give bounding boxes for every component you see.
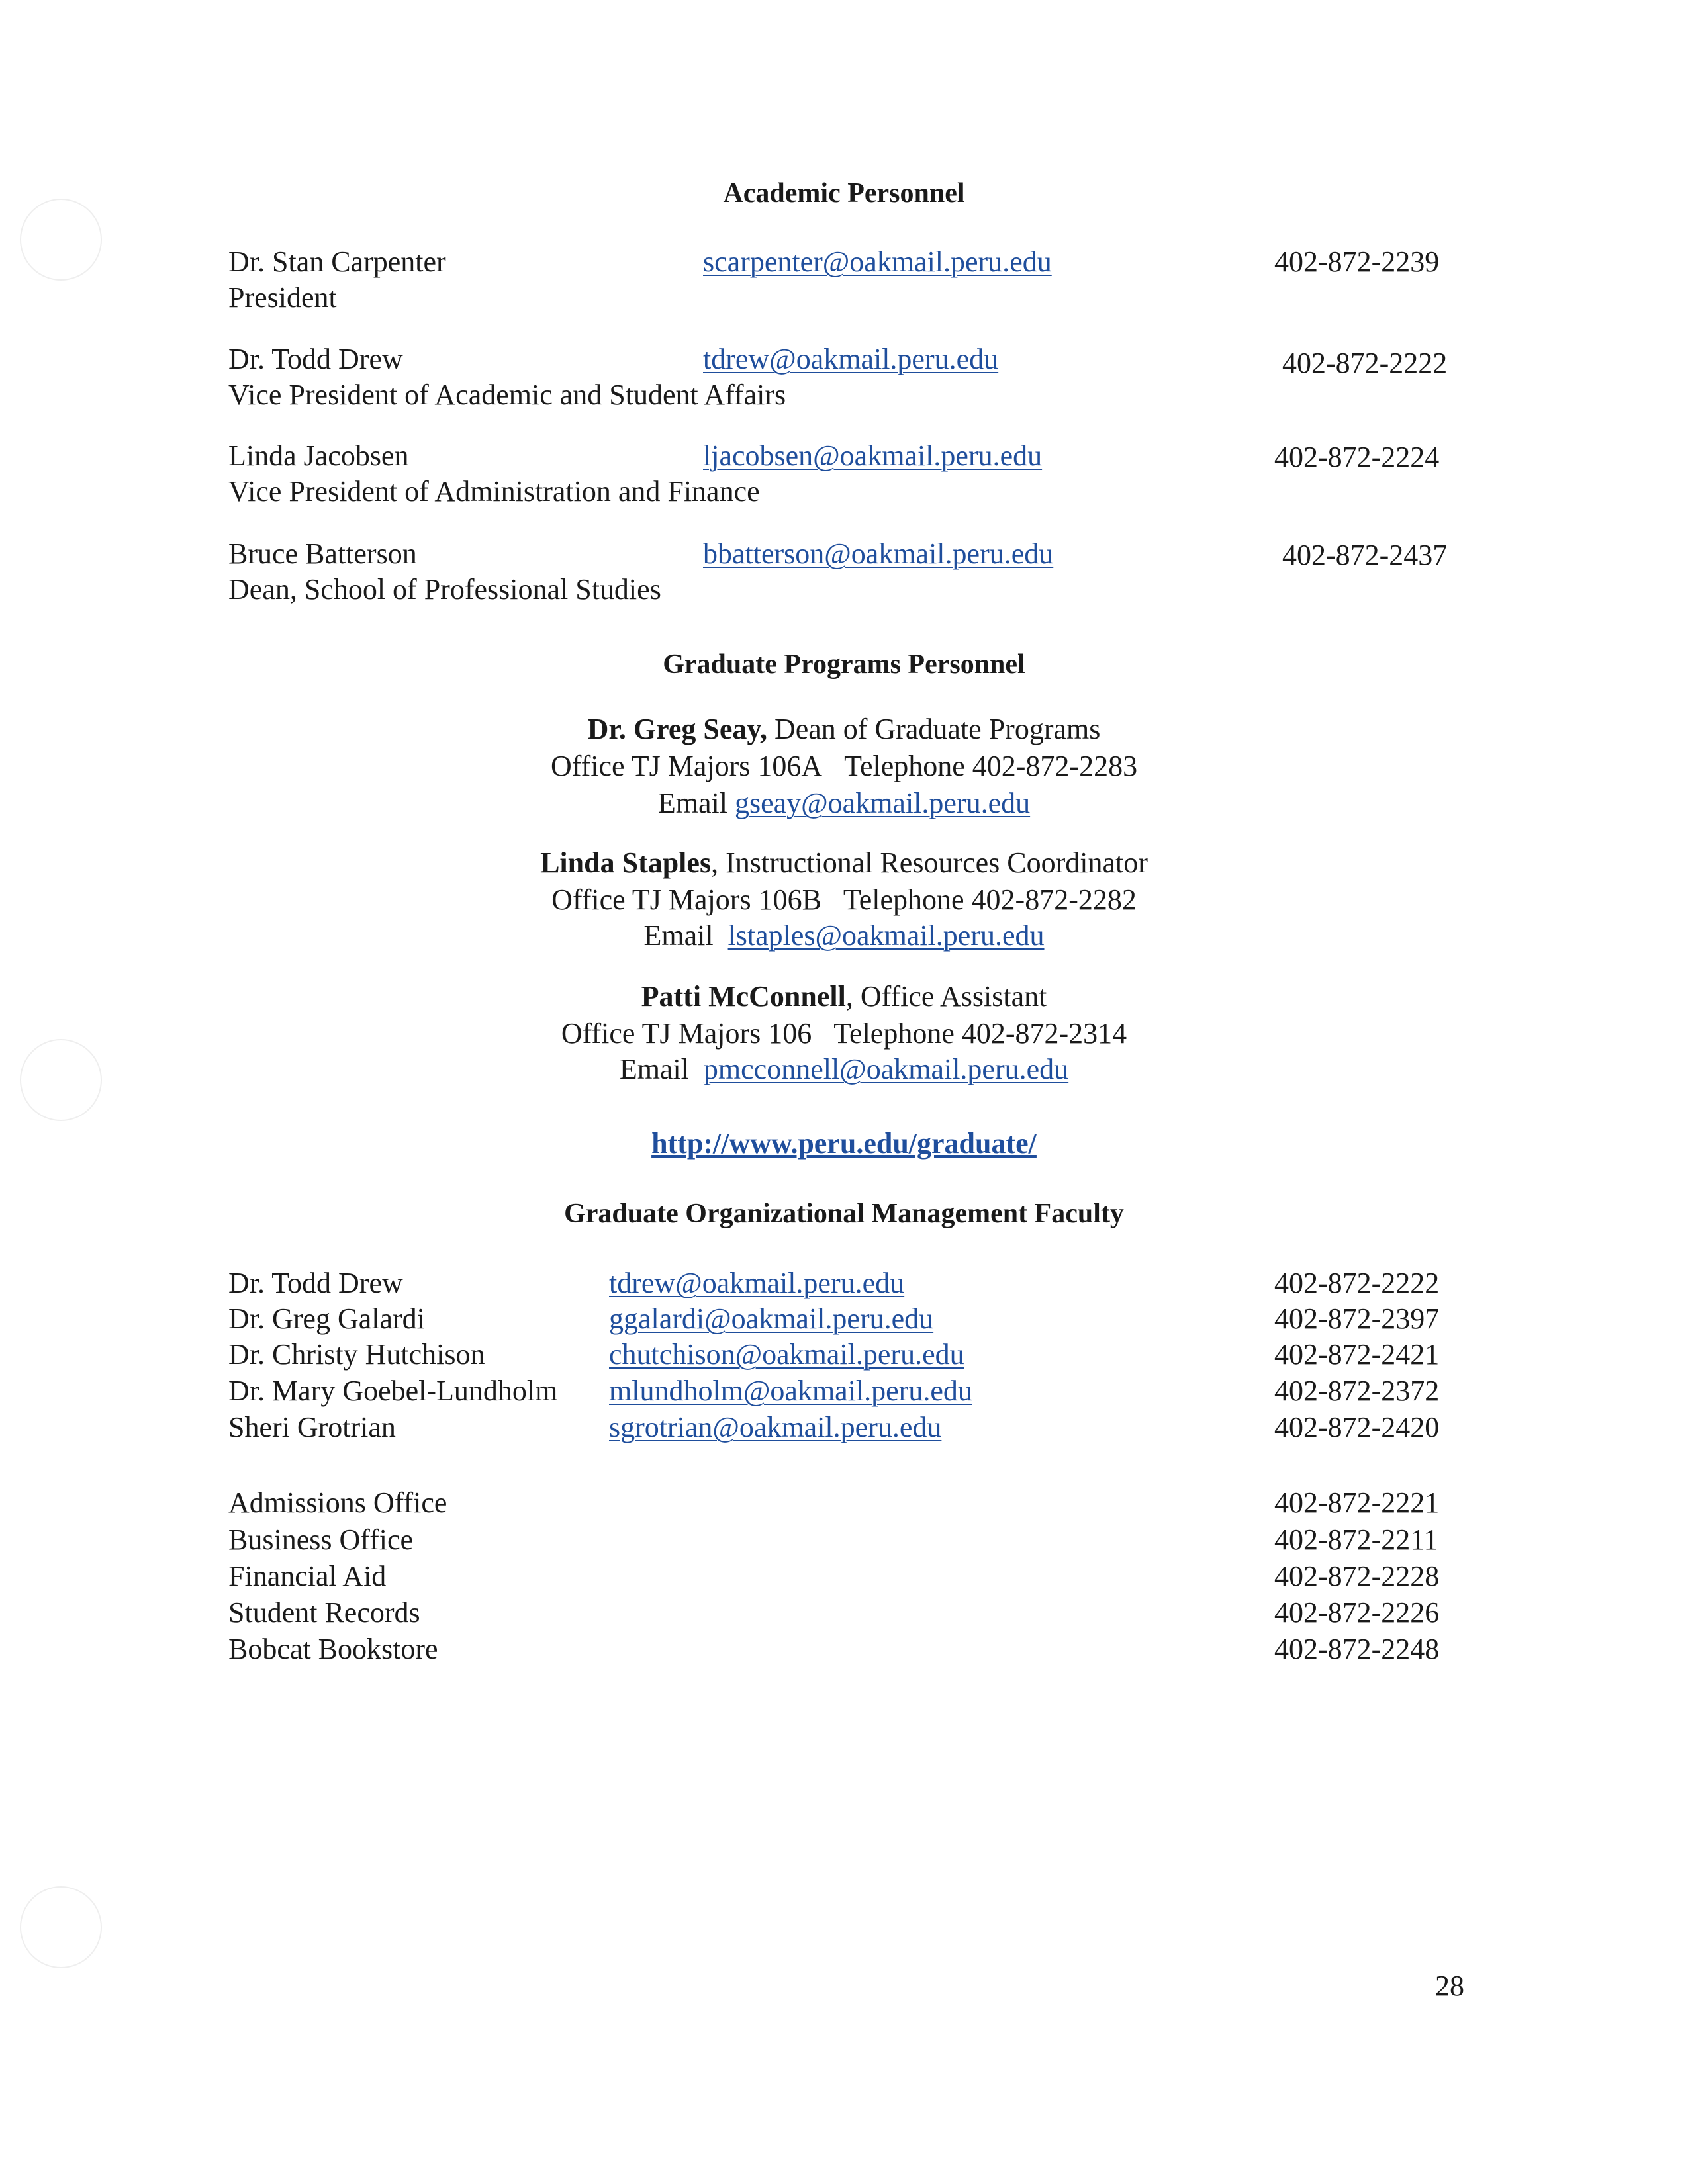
office-name: Financial Aid [228,1560,387,1592]
graduate-person-office-line [0,748,1688,785]
office-phone: 402-872-2248 [1274,1633,1440,1665]
graduate-person-office: Office TJ Majors 106B [551,884,821,916]
graduate-person-name: Linda Staples [540,846,712,879]
graduate-person-name-line [0,978,1688,1015]
graduate-person-email-link[interactable]: gseay@oakmail.peru.edu [734,787,1031,819]
faculty-name: Dr. Todd Drew [228,1267,403,1299]
graduate-person-email-line [0,1051,1688,1088]
academic-personnel-heading: Academic Personnel [723,178,965,208]
graduate-person-telephone: Telephone 402-872-2282 [843,884,1137,916]
email-label: Email [643,919,714,952]
academic-person-name: Bruce Batterson [228,537,417,570]
email-label: Email [657,787,727,819]
graduate-person-role: , Instructional Resources Coordinator [711,846,1148,879]
office-name: Student Records [228,1596,420,1629]
hole-punch-mark [20,199,102,281]
graduate-person-office-line [0,1015,1688,1052]
graduate-person-telephone: Telephone 402-872-2314 [833,1017,1127,1050]
office-phone: 402-872-2228 [1274,1560,1440,1592]
graduate-person-email-line [0,785,1688,822]
faculty-phone: 402-872-2222 [1274,1267,1440,1299]
faculty-email-link[interactable]: chutchison@oakmail.peru.edu [609,1338,964,1371]
graduate-person-email-link[interactable]: pmcconnell@oakmail.peru.edu [703,1053,1069,1085]
graduate-person-telephone: Telephone 402-872-2283 [844,750,1138,782]
office-phone: 402-872-2211 [1274,1524,1438,1556]
academic-person-title: Dean, School of Professional Studies [228,573,661,606]
faculty-phone: 402-872-2397 [1274,1302,1440,1335]
academic-person-name: Linda Jacobsen [228,439,409,472]
faculty-phone: 402-872-2421 [1274,1338,1440,1371]
academic-person-email-link[interactable]: ljacobsen@oakmail.peru.edu [703,439,1043,472]
academic-person-phone: 402-872-2224 [1274,441,1440,473]
academic-person-title: Vice President of Academic and Student Affairs [228,379,786,411]
graduate-person-office: Office TJ Majors 106 [561,1017,812,1050]
faculty-name: Dr. Mary Goebel-Lundholm [228,1375,558,1407]
faculty-email-link[interactable]: ggalardi@oakmail.peru.edu [609,1302,934,1335]
faculty-phone: 402-872-2372 [1274,1375,1440,1407]
graduate-url-line [0,1125,1688,1162]
faculty-email-link[interactable]: sgrotrian@oakmail.peru.edu [609,1411,942,1443]
graduate-person-office-line [0,882,1688,919]
graduate-person-email-link[interactable]: lstaples@oakmail.peru.edu [727,919,1045,952]
academic-person-title: President [228,281,337,314]
graduate-person-name: Patti McConnell [641,980,846,1013]
page-number: 28 [1435,1970,1464,2002]
academic-person-title: Vice President of Administration and Finance [228,475,760,508]
faculty-email-link[interactable]: mlundholm@oakmail.peru.edu [609,1375,972,1407]
office-name: Business Office [228,1524,414,1556]
office-name: Bobcat Bookstore [228,1633,438,1665]
academic-person-name: Dr. Todd Drew [228,343,403,375]
faculty-name: Sheri Grotrian [228,1411,396,1443]
graduate-person-name: Dr. Greg Seay, [587,713,767,745]
graduate-website-link[interactable]: http://www.peru.edu/graduate/ [651,1127,1037,1160]
faculty-email-link[interactable]: tdrew@oakmail.peru.edu [609,1267,905,1299]
graduate-person-email-line [0,917,1688,954]
faculty-name: Dr. Greg Galardi [228,1302,425,1335]
hole-punch-mark [20,1886,102,1968]
academic-person-name: Dr. Stan Carpenter [228,246,446,278]
office-name: Admissions Office [228,1486,447,1519]
graduate-person-role: Dean of Graduate Programs [767,713,1101,745]
graduate-person-name-line [0,844,1688,882]
graduate-person-role: , Office Assistant [845,980,1047,1013]
office-phone: 402-872-2226 [1274,1596,1440,1629]
faculty-heading: Graduate Organizational Management Faculty [564,1199,1124,1229]
graduate-personnel-heading: Graduate Programs Personnel [663,649,1025,680]
academic-person-email-link[interactable]: scarpenter@oakmail.peru.edu [703,246,1052,278]
academic-person-email-link[interactable]: tdrew@oakmail.peru.edu [703,343,999,375]
academic-person-phone: 402-872-2239 [1274,246,1440,278]
email-label: Email [619,1053,689,1085]
faculty-name: Dr. Christy Hutchison [228,1338,485,1371]
academic-person-phone: 402-872-2437 [1282,539,1448,571]
academic-person-phone: 402-872-2222 [1282,347,1448,379]
faculty-phone: 402-872-2420 [1274,1411,1440,1443]
academic-person-email-link[interactable]: bbatterson@oakmail.peru.edu [703,537,1054,570]
graduate-person-office: Office TJ Majors 106A [550,750,823,782]
graduate-person-name-line [0,711,1688,748]
office-phone: 402-872-2221 [1274,1486,1440,1519]
